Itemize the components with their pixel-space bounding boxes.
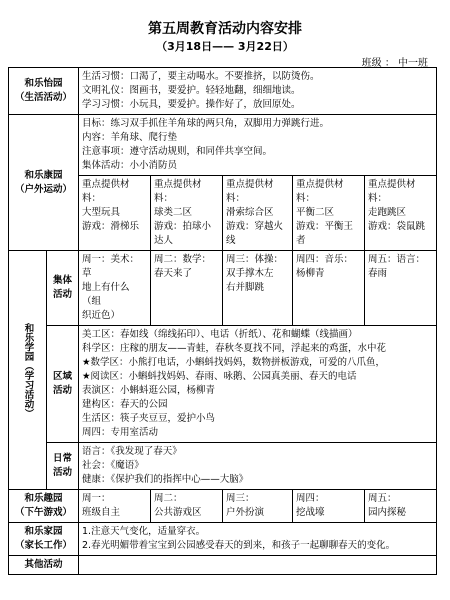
outdoor-content-text: 内容：羊角球、爬行垫: [82, 132, 178, 143]
collective-day: 周三：体操： 双手撑木左 右并脚跳: [223, 251, 293, 326]
row-afternoon: [9, 490, 437, 523]
schedule-table: [8, 67, 436, 575]
daily-line: 健康：《保护我们的指挥中心——大脑》: [82, 474, 249, 485]
morning-content: [79, 68, 437, 115]
collective-day: 周二：数学： 春天来了: [151, 251, 223, 326]
area-line: 生活区：筷子夹豆豆，爱护小鸟: [82, 413, 216, 424]
afternoon-day: 周四： 挖战壕: [293, 490, 365, 523]
station-cell: 重点提供材料： 球类二区 游戏：拍球小达人: [151, 176, 223, 251]
row-area: [9, 326, 437, 443]
class-label: 班级 ： 中一班: [361, 58, 428, 69]
daily-line: 语言：《我发现了春天》: [82, 446, 182, 457]
other-label: 其他活动: [9, 556, 79, 575]
station-cell: 重点提供材料： 走跑跳区 游戏：袋鼠跳: [365, 176, 437, 251]
station-cell: 重点提供材料： 大型玩具 游戏：滑梯乐: [79, 176, 151, 251]
row-daily: [9, 443, 437, 490]
area-line: 周四：专用室活动: [82, 427, 159, 438]
area-content: [79, 326, 437, 443]
area-label: 区域 活动: [47, 326, 79, 443]
outdoor-goal: 目标：练习双手抓住羊角球的两只角，双脚用力弹跳行进。: [82, 118, 330, 129]
afternoon-day: 周二： 公共游戏区: [151, 490, 223, 523]
learning-label: 和乐学园 （学习活动）: [9, 251, 47, 490]
station-cell: 重点提供材料： 滑索综合区 游戏：穿越火线: [223, 176, 293, 251]
afternoon-day: 周五： 园内探秘: [365, 490, 437, 523]
collective-day: 周四：音乐： 杨柳青: [293, 251, 365, 326]
family-content: [79, 523, 437, 556]
row-collective: [9, 251, 437, 326]
row-family: [9, 523, 437, 556]
family-line: 1.注意天气变化，适量穿衣。: [82, 526, 206, 537]
family-line: 2.春光明媚带着宝宝到公园感受春天的到来，和孩子一起聊聊春天的变化。: [82, 540, 396, 551]
morning-line: 生活习惯：口渴了，要主动喝水。不要推挤，以防烫伤。: [82, 71, 320, 82]
morning-line: 学习习惯：小玩具，要爱护。操作好了，放回原处。: [82, 99, 301, 110]
row-outdoor-top: [9, 115, 437, 176]
daily-line: 社会：《魔语》: [82, 460, 144, 471]
afternoon-day: 周三： 户外扮演: [223, 490, 293, 523]
station-cell: 重点提供材料： 平衡二区 游戏：平衡王者: [293, 176, 365, 251]
area-line: 表演区：小蝌蚪逛公园，杨柳青: [82, 385, 216, 396]
collective-label: 集体 活动: [47, 251, 79, 326]
area-line: ★阅读区：小蝌蚪找妈妈、春雨、咏鹅、公园真美丽、春天的电话: [82, 371, 357, 382]
outdoor-group: 集体活动：小小消防员: [82, 160, 178, 171]
area-line: 建构区：春天的公园: [82, 399, 168, 410]
morning-line: 文明礼仪：图画书，要爱护。轻轻地翻，细细地读。: [82, 85, 301, 96]
row-morning: [9, 68, 437, 115]
outdoor-label: 和乐康园 （户外运动）: [9, 115, 79, 251]
afternoon-day: 周一： 班级自主: [79, 490, 151, 523]
area-line: 科学区：庄稼的朋友——青蛙，春秋冬夏找不同，浮起来的鸡蛋，水中花: [82, 343, 387, 354]
family-label: 和乐家园 （家长工作）: [9, 523, 79, 556]
page-title: 第五周教育活动内容安排: [148, 21, 302, 37]
collective-day: 周五：语言： 春雨: [365, 251, 437, 326]
row-other: [9, 556, 437, 575]
outdoor-notes: 注意事项：遵守活动规则，和同伴共享空间。: [82, 146, 273, 157]
other-content: [79, 556, 437, 575]
daily-label: 日常 活动: [47, 443, 79, 490]
area-line: 美工区：春如线（绵线拓印）、电话（折纸）、花和蝴蝶（线描画）: [82, 329, 358, 340]
morning-label: 和乐怡园 （生活活动）: [9, 68, 79, 115]
area-line: ★数学区：小熊打电话，小蝌蚪找妈妈，数物拼板游戏，可爱的八爪鱼，: [82, 357, 386, 368]
date-range: （3月18日—— 3月22日）: [156, 40, 294, 53]
collective-day: 周一：美术：草 地上有什么（组 织近色）: [79, 251, 151, 326]
daily-content: [79, 443, 437, 490]
afternoon-label: 和乐趣园 （下午游戏）: [9, 490, 79, 523]
outdoor-content: [79, 115, 437, 176]
